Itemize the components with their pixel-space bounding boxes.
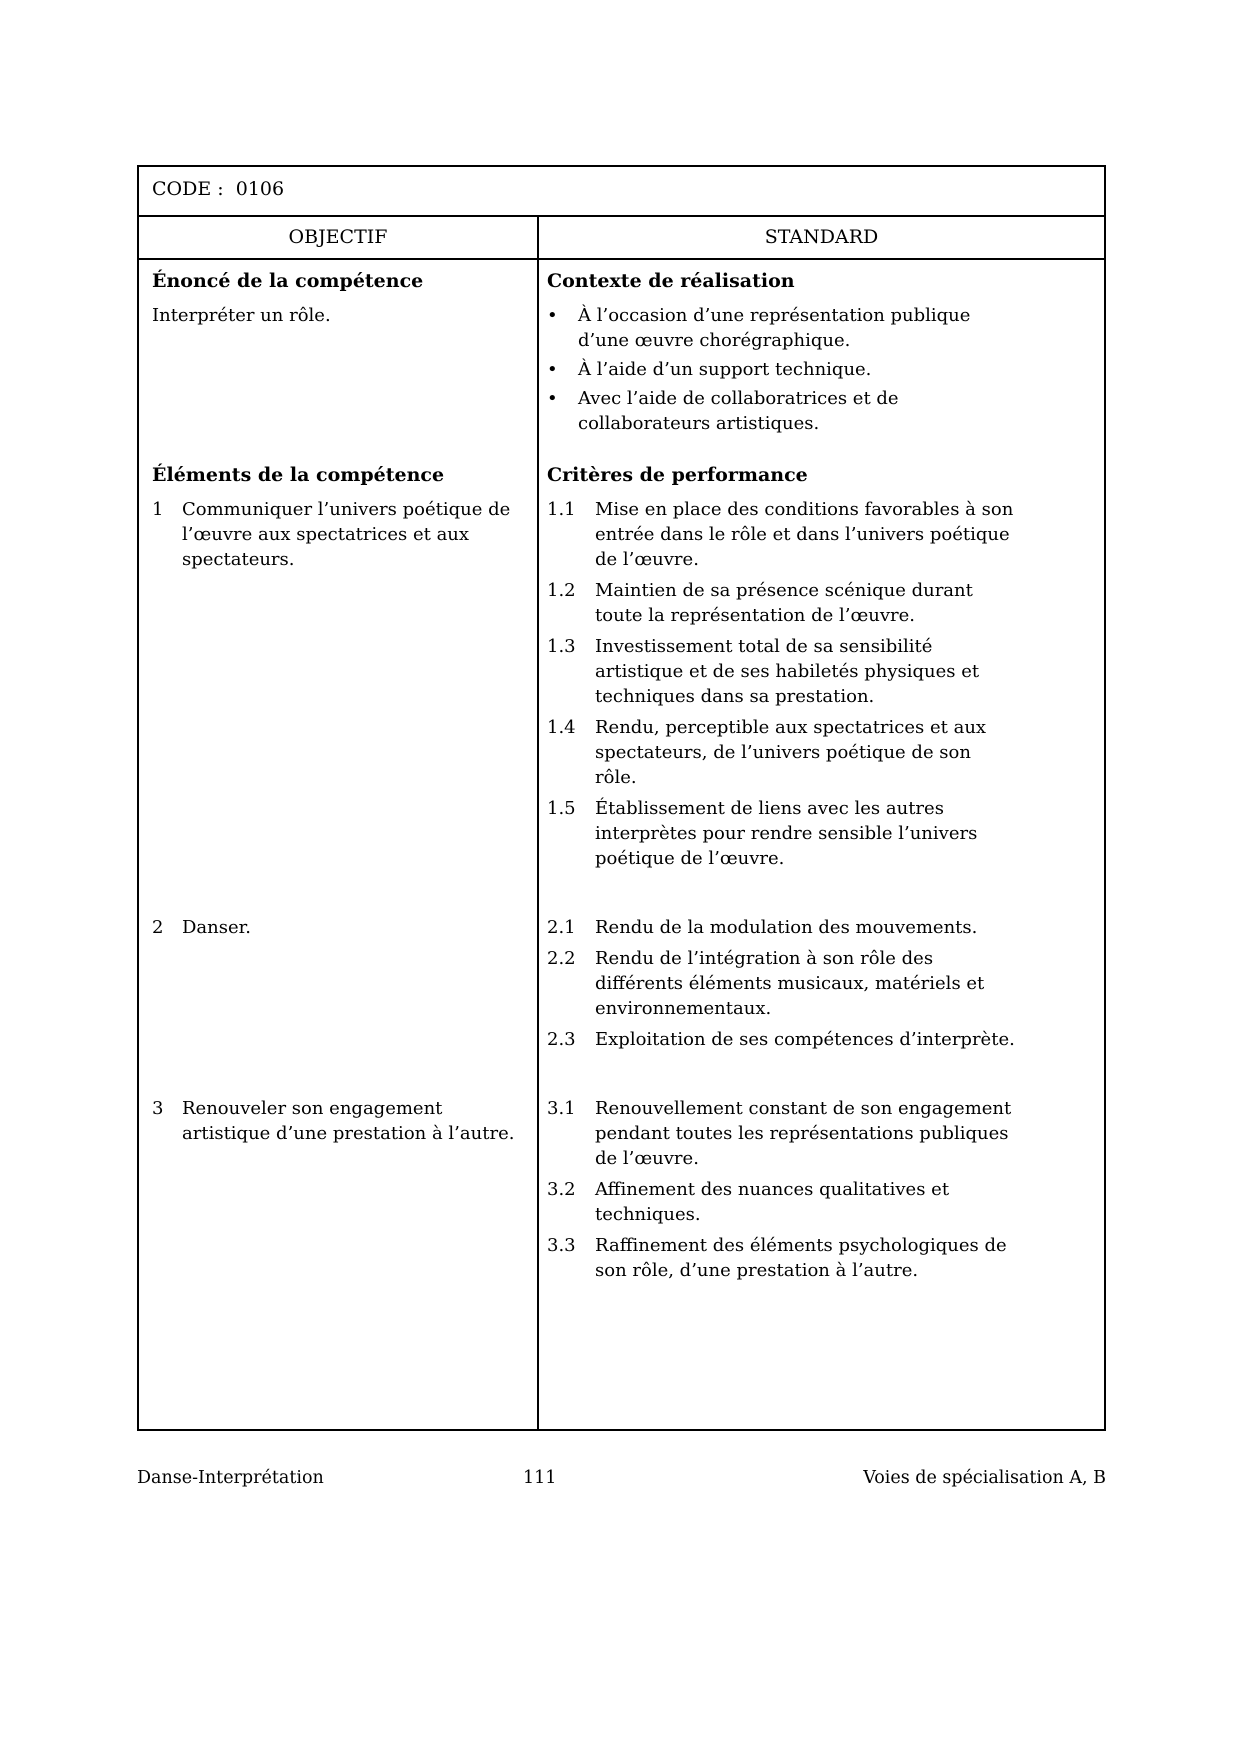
item-number: 2 — [152, 917, 164, 938]
bullet-icon: • — [547, 388, 558, 409]
item-text: Raffinement des éléments psychologiques de son rôle, d’une prestation à l’autre. — [595, 1235, 1007, 1281]
context-bullet-item — [547, 357, 1016, 382]
item-number: 3.1 — [547, 1098, 576, 1119]
item-text: Maintien de sa présence scénique durant toute la représentation de l’œuvre. — [595, 580, 973, 626]
critere-item — [547, 796, 1016, 871]
contexte-heading: Contexte de réalisation — [547, 270, 795, 292]
item-text: Rendu, perceptible aux spectatrices et aux spectateurs, de l’univers poétique de son rôle. — [595, 717, 987, 788]
page-footer — [137, 1466, 1106, 1492]
item-text: Renouveler son engagement artistique d’une prestation à l’autre. — [182, 1098, 515, 1144]
context-bullet-text: À l’aide d’un support technique. — [578, 359, 872, 380]
critere-item — [547, 497, 1016, 572]
critere-item — [547, 915, 1016, 940]
enonce-heading: Énoncé de la compétence — [152, 270, 424, 292]
item-number: 3.2 — [547, 1179, 576, 1200]
item-text: Exploitation de ses compétences d’interprète. — [595, 1029, 1015, 1050]
item-text: Affinement des nuances qualitatives et techniques. — [595, 1179, 950, 1225]
enonce-text: Interpréter un rôle. — [152, 305, 331, 326]
row-element-2 — [139, 915, 1104, 1096]
element-item — [152, 1096, 523, 1146]
criteria-group-1-cell — [539, 497, 1104, 915]
critere-item — [547, 578, 1016, 628]
item-text: Rendu de l’intégration à son rôle des différents éléments musicaux, matériels et environnementaux. — [595, 948, 985, 1019]
item-number: 1.4 — [547, 717, 576, 738]
element-1-cell — [139, 497, 539, 915]
item-text: Communiquer l’univers poétique de l’œuvre aux spectatrices et aux spectateurs. — [182, 499, 511, 570]
footer-specialization-text: Voies de spécialisation A, B — [863, 1468, 1106, 1488]
objectif-column-header: OBJECTIF — [139, 217, 539, 258]
criteria-group-3-cell — [539, 1096, 1104, 1289]
item-text: Danser. — [182, 917, 251, 938]
item-text: Établissement de liens avec les autres interprètes pour rendre sensible l’univers poétique de l’œuvre. — [595, 798, 978, 869]
row-element-3 — [139, 1096, 1104, 1289]
elements-heading: Éléments de la compétence — [152, 464, 445, 486]
item-number: 2.3 — [547, 1029, 576, 1050]
element-2-cell — [139, 915, 539, 1096]
context-bullet-item — [547, 303, 1016, 353]
criteres-heading-cell — [539, 460, 1104, 497]
context-bullet-item — [547, 386, 1016, 436]
critere-item — [547, 634, 1016, 709]
code-text: CODE : 0106 — [152, 178, 285, 200]
bullet-icon: • — [547, 359, 558, 380]
footer-document-title: Danse-Interprétation — [137, 1468, 324, 1488]
element-item — [152, 497, 523, 572]
item-number: 1.3 — [547, 636, 576, 657]
row-enonce-contexte — [139, 260, 1104, 460]
item-text: Rendu de la modulation des mouvements. — [595, 917, 978, 938]
item-text: Mise en place des conditions favorables à son entrée dans le rôle et dans l’univers poétique de l’œuvre. — [595, 499, 1014, 570]
item-number: 3 — [152, 1098, 164, 1119]
criteres-heading: Critères de performance — [547, 464, 808, 486]
item-number: 1.5 — [547, 798, 576, 819]
competency-table — [137, 165, 1106, 1431]
enonce-section — [139, 260, 539, 460]
item-number: 3.3 — [547, 1235, 576, 1256]
critere-item — [547, 715, 1016, 790]
element-3-cell — [139, 1096, 539, 1289]
context-bullet-text: À l’occasion d’une représentation publique d’une œuvre chorégraphique. — [578, 305, 971, 351]
item-number: 1 — [152, 499, 164, 520]
elements-heading-cell — [139, 460, 539, 497]
item-number: 1.2 — [547, 580, 576, 601]
page-number: 111 — [523, 1468, 557, 1488]
critere-item — [547, 946, 1016, 1021]
critere-item — [547, 1233, 1016, 1283]
standard-column-header: STANDARD — [764, 226, 879, 248]
criteria-group-2-cell — [539, 915, 1104, 1096]
item-text: Investissement total de sa sensibilité artistique et de ses habiletés physiques et techniques dans sa prestation. — [595, 636, 980, 707]
row-element-1 — [139, 497, 1104, 915]
critere-item — [547, 1096, 1016, 1171]
critere-item — [547, 1177, 1016, 1227]
filler-right-cell — [539, 1289, 1104, 1429]
contexte-section — [539, 260, 1104, 460]
bullet-icon: • — [547, 305, 558, 326]
critere-item — [547, 1027, 1016, 1052]
element-item — [152, 915, 523, 940]
item-number: 2.2 — [547, 948, 576, 969]
code-cell — [139, 167, 1104, 217]
item-text: Renouvellement constant de son engagement pendant toutes les représentations publiques de l’œuvre. — [595, 1098, 1012, 1169]
item-number: 2.1 — [547, 917, 576, 938]
context-bullet-text: Avec l’aide de collaboratrices et de collaborateurs artistiques. — [578, 388, 899, 434]
table-header-row — [139, 217, 1104, 260]
item-number: 1.1 — [547, 499, 576, 520]
row-section-headings — [139, 460, 1104, 497]
row-filler — [139, 1289, 1104, 1429]
filler-left-cell — [139, 1289, 539, 1429]
